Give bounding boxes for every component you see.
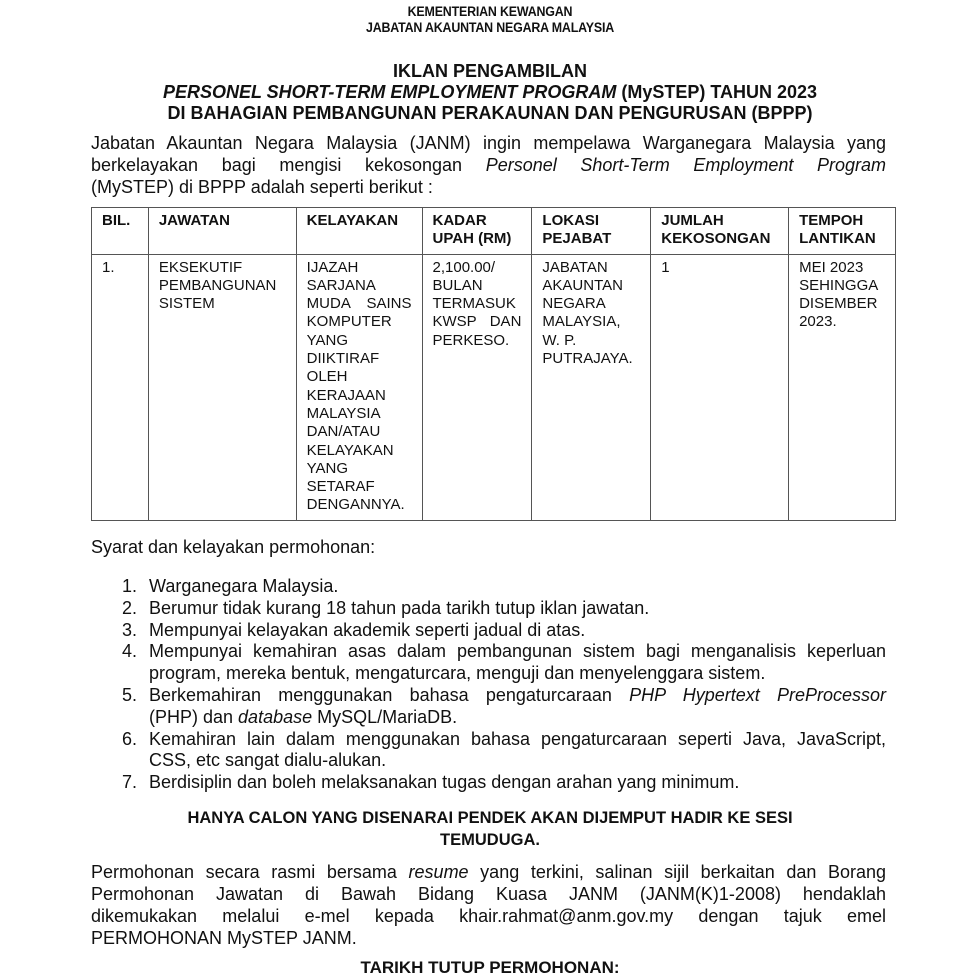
requirement-text-part: MySQL/MariaDB.	[312, 706, 458, 727]
closing-date-heading: TARIKH TUTUP PERMOHONAN:	[360, 958, 620, 977]
cell-text: DAN/ATAU	[306, 423, 381, 441]
cell-text: TERMASUK	[432, 295, 516, 313]
title-line-1: IKLAN PENGAMBILAN	[393, 61, 587, 81]
title-line-2	[0, 82, 980, 103]
shortlist-notice	[0, 807, 980, 851]
header-text: KEKOSONGAN	[661, 230, 771, 248]
program-year: (MySTEP) TAHUN 2023	[616, 82, 818, 102]
intro-text: berkelayakan bagi mengisi kekosongan	[91, 155, 486, 175]
header-text: PEJABAT	[542, 230, 612, 248]
application-text: Permohonan secara rasmi bersama	[91, 862, 409, 882]
requirement-text: Berumur tidak kurang 18 tahun pada tarikh tutup iklan jawatan.	[149, 597, 650, 618]
requirements-heading: Syarat dan kelayakan permohonan:	[91, 537, 376, 557]
column-header-lokasi	[532, 208, 651, 255]
requirement-item	[0, 598, 886, 620]
cell-text: KELAYAKAN	[306, 441, 394, 459]
requirement-text: Kemahiran lain dalam menggunakan bahasa pengaturcaraan seperti Java, JavaScript,	[149, 728, 886, 749]
intro-line-1: Jabatan Akauntan Negara Malaysia (JANM) ingin mempelawa Warganegara Malaysia yang	[91, 133, 886, 153]
requirement-number: 2.	[122, 597, 138, 618]
column-header-kelayakan	[296, 208, 422, 255]
requirement-text: program, mereka bentuk, mengaturcara, menguji dan menyelenggara sistem.	[149, 663, 766, 684]
cell-text: BULAN	[432, 276, 483, 294]
email-link[interactable]: khair.rahmat@anm.gov.my	[459, 906, 674, 926]
requirement-number: 5.	[122, 684, 138, 705]
cell-text: MUDA SAINS	[306, 295, 412, 313]
cell-text: DENGANNYA.	[306, 496, 405, 514]
cell-text: MEI 2023	[799, 258, 864, 276]
column-header-tempoh	[789, 208, 896, 255]
cell-lokasi	[532, 254, 651, 520]
requirement-number: 7.	[122, 772, 138, 793]
requirement-item	[0, 576, 886, 598]
header-text: LANTIKAN	[799, 230, 876, 248]
intro-program-italic: Personel Short-Term Employment Program	[485, 155, 887, 175]
cell-text: SISTEM	[158, 295, 215, 313]
column-header-kadar-upah	[422, 208, 532, 255]
requirement-text	[149, 685, 886, 707]
requirement-item	[0, 772, 886, 794]
requirement-item	[0, 641, 886, 685]
cell-kelayakan	[296, 254, 422, 520]
cell-text: MALAYSIA,	[542, 313, 621, 331]
ministry-name: KEMENTERIAN KEWANGAN	[407, 4, 573, 19]
cell-text: YANG	[306, 459, 349, 477]
column-header-jawatan	[148, 208, 296, 255]
cell-text: MALAYSIA	[306, 404, 381, 422]
requirement-italic-term: PHP Hypertext PreProcessor	[629, 684, 886, 705]
ad-title	[0, 61, 980, 124]
cell-text: JABATAN	[542, 258, 608, 276]
cell-text: DISEMBER	[799, 295, 878, 313]
header-text: TEMPOH	[799, 212, 864, 229]
requirement-text: CSS, etc sangat dialu-alukan.	[149, 750, 387, 771]
header-text: UPAH (RM)	[432, 230, 512, 248]
table-header-row	[92, 208, 896, 255]
application-text: dikemukakan melalui e-mel kepada	[91, 906, 460, 926]
requirement-text-part: (PHP) dan	[149, 706, 239, 727]
cell-text: 1	[661, 258, 670, 276]
requirement-number: 1.	[122, 576, 138, 596]
cell-text: DIIKTIRAF	[306, 350, 380, 368]
cell-text: AKAUNTAN	[542, 276, 623, 294]
cell-text: SETARAF	[306, 478, 375, 496]
title-line-3: DI BAHAGIAN PEMBANGUNAN PERAKAUNAN DAN PENGURUSAN (BPPP)	[167, 103, 813, 123]
program-name: PERSONEL SHORT-TERM EMPLOYMENT PROGRAM	[162, 82, 617, 102]
cell-text: IJAZAH	[306, 258, 359, 276]
cell-text: PEMBANGUNAN	[158, 276, 277, 294]
cell-kadar-upah	[422, 254, 532, 520]
requirement-text: Warganegara Malaysia.	[149, 576, 339, 596]
requirement-number: 6.	[122, 728, 138, 749]
requirement-number: 4.	[122, 641, 138, 662]
application-line-1	[91, 861, 886, 883]
cell-text: YANG	[306, 331, 349, 349]
cell-text: EKSEKUTIF	[158, 258, 243, 276]
notice-line-2: TEMUDUGA.	[440, 831, 540, 849]
cell-bil	[92, 254, 149, 520]
application-line-2: Permohonan Jawatan di Bawah Bidang Kuasa JANM (JANM(K)1-2008) hendaklah	[91, 884, 886, 904]
cell-tempoh	[789, 254, 896, 520]
application-text: dengan tajuk emel	[673, 906, 886, 926]
vacancy-table	[91, 207, 896, 521]
cell-text: NEGARA	[542, 295, 606, 313]
cell-jawatan	[148, 254, 296, 520]
department-name: JABATAN AKAUNTAN NEGARA MALAYSIA	[365, 20, 615, 35]
cell-text: OLEH	[306, 368, 348, 386]
requirement-number: 3.	[122, 619, 138, 640]
column-header-bil	[92, 208, 149, 255]
cell-text: 1.	[102, 258, 115, 276]
cell-text: KWSP DAN	[432, 313, 522, 331]
requirements-list	[0, 576, 886, 794]
header-text: KELAYAKAN	[306, 212, 399, 229]
column-header-jumlah	[651, 208, 789, 255]
header-text: JAWATAN	[158, 212, 230, 229]
application-line-4: PERMOHONAN MySTEP JANM.	[91, 928, 357, 948]
table-row	[92, 254, 896, 520]
cell-text: 2023.	[799, 313, 837, 331]
cell-text: SEHINGGA	[799, 276, 879, 294]
cell-text: KOMPUTER	[306, 313, 392, 331]
requirement-text	[149, 707, 886, 729]
header-text: LOKASI	[542, 212, 600, 229]
notice-line-1: HANYA CALON YANG DISENARAI PENDEK AKAN DIJEMPUT HADIR KE SESI	[187, 809, 793, 827]
resume-italic: resume	[408, 862, 469, 882]
cell-text: PUTRAJAYA.	[542, 350, 633, 368]
cell-text: 2,100.00/	[432, 258, 496, 276]
application-text: yang terkini, salinan sijil berkaitan dan Borang	[468, 862, 886, 882]
intro-line-2	[91, 154, 886, 176]
intro-line-3: (MySTEP) di BPPP adalah seperti berikut :	[91, 177, 433, 197]
requirement-text-part: Berkemahiran menggunakan bahasa pengaturcaraan	[149, 684, 630, 705]
requirement-text: Berdisiplin dan boleh melaksanakan tugas dengan arahan yang minimum.	[149, 772, 740, 793]
requirement-item	[0, 620, 886, 642]
header-text: KADAR	[432, 212, 487, 229]
requirement-text: Mempunyai kelayakan akademik seperti jadual di atas.	[149, 619, 586, 640]
intro-paragraph	[91, 132, 886, 198]
application-line-3	[91, 905, 886, 927]
cell-text: KERAJAAN	[306, 386, 386, 404]
header-text: BIL.	[102, 212, 131, 229]
header-text: JUMLAH	[661, 212, 724, 229]
cell-text: SARJANA	[306, 276, 376, 294]
requirement-italic-term: database	[238, 706, 313, 727]
requirement-item	[0, 729, 886, 773]
cell-text: PERKESO.	[432, 331, 510, 349]
requirement-text: Mempunyai kemahiran asas dalam pembangunan sistem bagi menganalisis keperluan	[149, 641, 886, 662]
cell-text: W. P.	[542, 331, 577, 349]
cell-jumlah	[651, 254, 789, 520]
application-paragraph	[91, 861, 886, 949]
requirement-item	[0, 685, 886, 729]
